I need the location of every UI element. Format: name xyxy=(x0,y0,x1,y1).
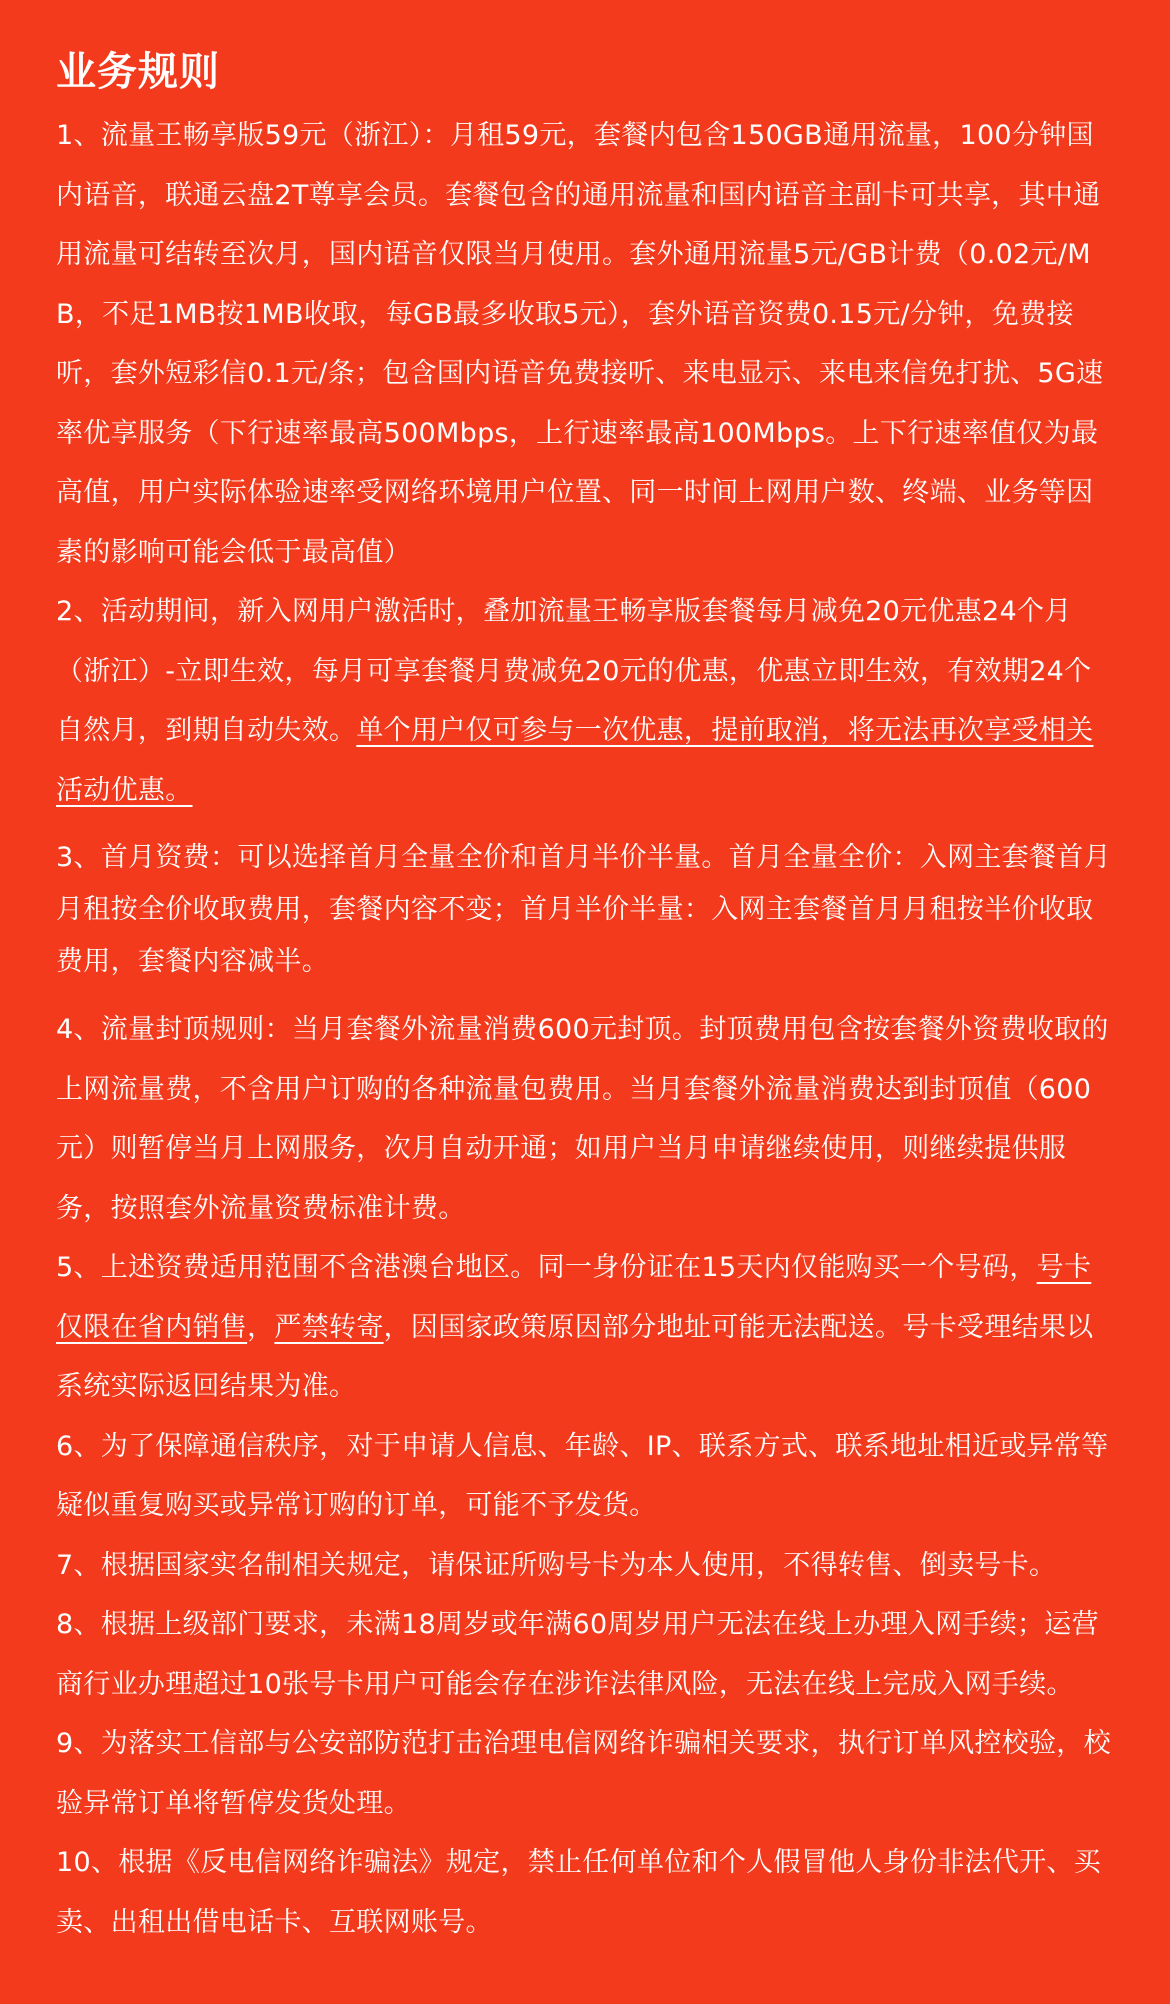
rule-5-text-b: ，因国家政策原因部分地址可能无法配送。号卡受理结果以系统实际返回结果为准。 xyxy=(56,1311,1094,1402)
rule-2 xyxy=(56,582,1118,820)
rule-1: 1、流量王畅享版59元（浙江）：月租59元，套餐内包含150GB通用流量，100分钟国内语音，联通云盘2T尊享会员。套餐包含的通用流量和国内语音主副卡可共享，其中通用流量可结转至次月，国内语音仅限当月使用。套外通用流量5元/GB计费（0.02元/MB，不足1MB按1MB收取，每GB最多收取5元），套外语音资费0.15元/分钟，免费接听，套外短彩信0.1元/条；包含国内语音免费接听、来电显示、来电来信免打扰、5G速率优享服务（下行速率最高500Mbps，上行速率最高100Mbps。上下行速率值仅为最高值，用户实际体验速率受网络环境用户位置、同一时间上网用户数、终端、业务等因素的影响可能会低于最高值） xyxy=(56,120,1104,568)
section-title: 业务规则 xyxy=(56,49,220,95)
rule-4: 4、流量封顶规则：当月套餐外流量消费600元封顶。封顶费用包含按套餐外资费收取的上网流量费，不含用户订购的各种流量包费用。当月套餐外流量消费达到封顶值（600元）则暂停当月上网服务，次月自动开通；如用户当月申请继续使用，则继续提供服务，按照套外流量资费标准计费。 xyxy=(56,1014,1109,1224)
rule-8: 8、根据上级部门要求，未满18周岁或年满60周岁用户无法在线上办理入网手续；运营商行业办理超过10张号卡用户可能会存在涉诈法律风险，无法在线上完成入网手续。 xyxy=(56,1609,1099,1700)
rule-10: 10、根据《反电信网络诈骗法》规定，禁止任何单位和个人假冒他人身份非法代开、买卖、出租出借电话卡、互联网账号。 xyxy=(56,1847,1102,1938)
rule-2-text: 2、活动期间，新入网用户激活时，叠加流量王畅享版套餐每月减免20元优惠24个月（浙江）-立即生效，每月可享套餐月费减免20元的优惠，优惠立即生效，有效期24个自然月，到期自动失效。 xyxy=(56,596,1092,746)
rule-5-underlined-province-only: 号卡仅限在省内销售 xyxy=(56,1252,1092,1343)
rule-6: 6、为了保障通信秩序，对于申请人信息、年龄、IP、联系方式、联系地址相近或异常等疑似重复购买或异常订购的订单，可能不予发货。 xyxy=(56,1430,1109,1521)
rule-5 xyxy=(56,1238,1118,1417)
rule-5-text-a: 5、上述资费适用范围不含港澳台地区。同一身份证在15天内仅能购买一个号码， xyxy=(56,1252,1037,1283)
rule-7: 7、根据国家实名制相关规定，请保证所购号卡为本人使用，不得转售、倒卖号卡。 xyxy=(56,1549,1057,1581)
rule-5-separator: ， xyxy=(247,1311,275,1343)
rule-9: 9、为落实工信部与公安部防范打击治理电信网络诈骗相关要求，执行订单风控校验，校验异常订单将暂停发货处理。 xyxy=(56,1728,1111,1819)
rule-5-underlined-no-forwarding: 严禁转寄 xyxy=(274,1311,384,1343)
rule-3: 3、首月资费：可以选择首月全量全价和首月半价半量。首月全量全价：入网主套餐首月月租按全价收取费用，套餐内容不变；首月半价半量：入网主套餐首月月租按半价收取费用，套餐内容减半。 xyxy=(56,842,1111,977)
rule-2-underlined-notice: 单个用户仅可参与一次优惠，提前取消，将无法再次享受相关活动优惠。 xyxy=(56,715,1094,806)
